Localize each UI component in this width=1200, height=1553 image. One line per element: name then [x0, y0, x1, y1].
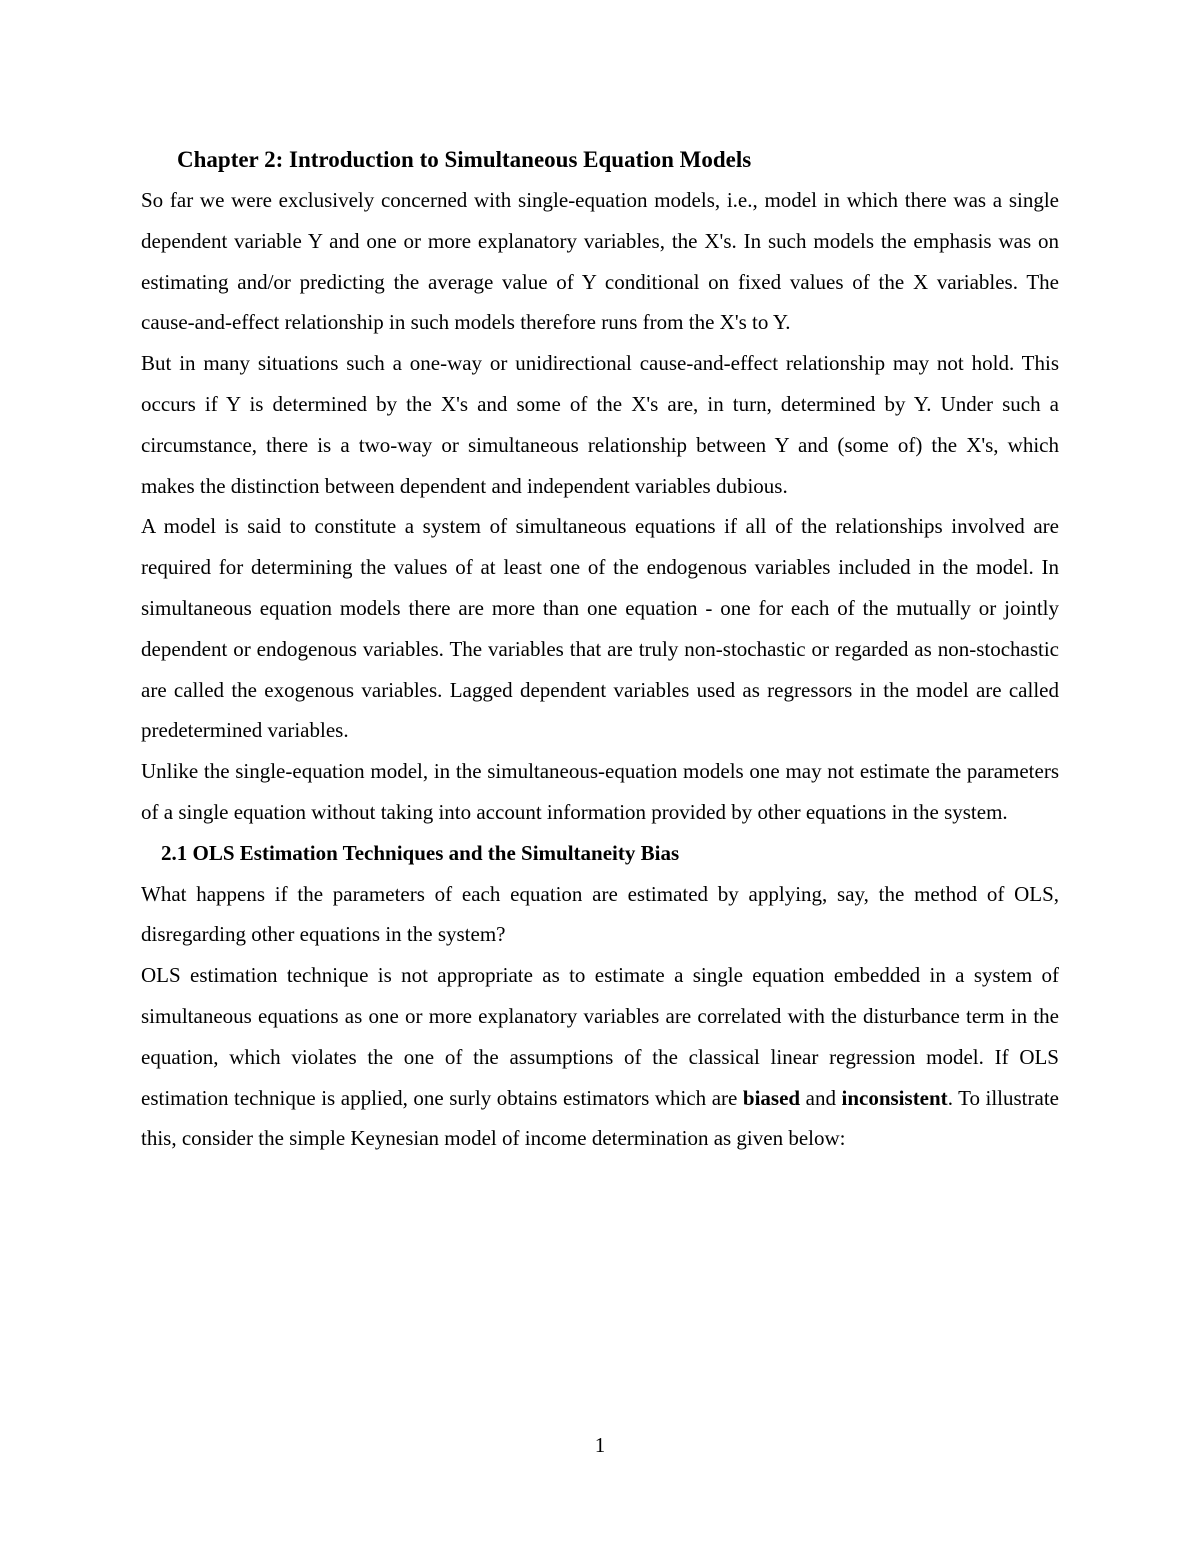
section-title: 2.1 OLS Estimation Techniques and the Simultaneity Bias: [161, 840, 680, 865]
text-run: . To illustrate this, consider the simple Keynesian model of income determination as given below:: [141, 1085, 1059, 1151]
paragraph-ols-bias: [141, 955, 1059, 1159]
page-number: 1: [594, 1433, 606, 1457]
paragraph-system-definition: A model is said to constitute a system of simultaneous equations if all of the relationships involved are required for determining the values of at least one of the endogenous variables included in the model. In simultaneous equation models there are more than one equation - one for each of the mutually or jointly dependent or endogenous variables. The variables that are truly non-stochastic or regarded as non-stochastic are called the exogenous variables. Lagged dependent variables used as regressors in the model are called predetermined variables.: [141, 514, 1059, 743]
text-run: OLS estimation technique is not appropriate as to estimate a single equation embedded in a system of simultaneous equations as one or more explanatory variables are correlated with the disturbance term in the equation, which violates the one of the assumptions of the classical linear regression model. If OLS estimation technique is applied, one surly obtains estimators which are: [141, 963, 1059, 1110]
paragraph-ols-question: What happens if the parameters of each equation are estimated by applying, say, the method of OLS, disregarding other equations in the system?: [141, 881, 1059, 947]
paragraph-single-equation: So far we were exclusively concerned with single-equation models, i.e., model in which there was a single dependent variable Y and one or more explanatory variables, the X's. In such models the emphasis was on estimating and/or predicting the average value of Y conditional on fixed values of the X variables. The cause-and-effect relationship in such models therefore runs from the X's to Y.: [141, 188, 1059, 335]
document-page: [141, 140, 1059, 1159]
paragraph-estimation-note: Unlike the single-equation model, in the simultaneous-equation models one may not estimate the parameters of a single equation without taking into account information provided by other equations in the system.: [141, 759, 1059, 824]
text-run: and: [800, 1085, 842, 1110]
bold-term-inconsistent: inconsistent: [841, 1085, 948, 1110]
paragraph-two-way-relationship: But in many situations such a one-way or unidirectional cause-and-effect relationship may not hold. This occurs if Y is determined by the X's and some of the X's are, in turn, determined by Y. Under such a circumstance, there is a two-way or simultaneous relationship between Y and (some of) the X's, which makes the distinction between dependent and independent variables dubious.: [141, 351, 1059, 498]
bold-term-biased: biased: [742, 1085, 801, 1110]
chapter-title: Chapter 2: Introduction to Simultaneous Equation Models: [177, 147, 752, 172]
